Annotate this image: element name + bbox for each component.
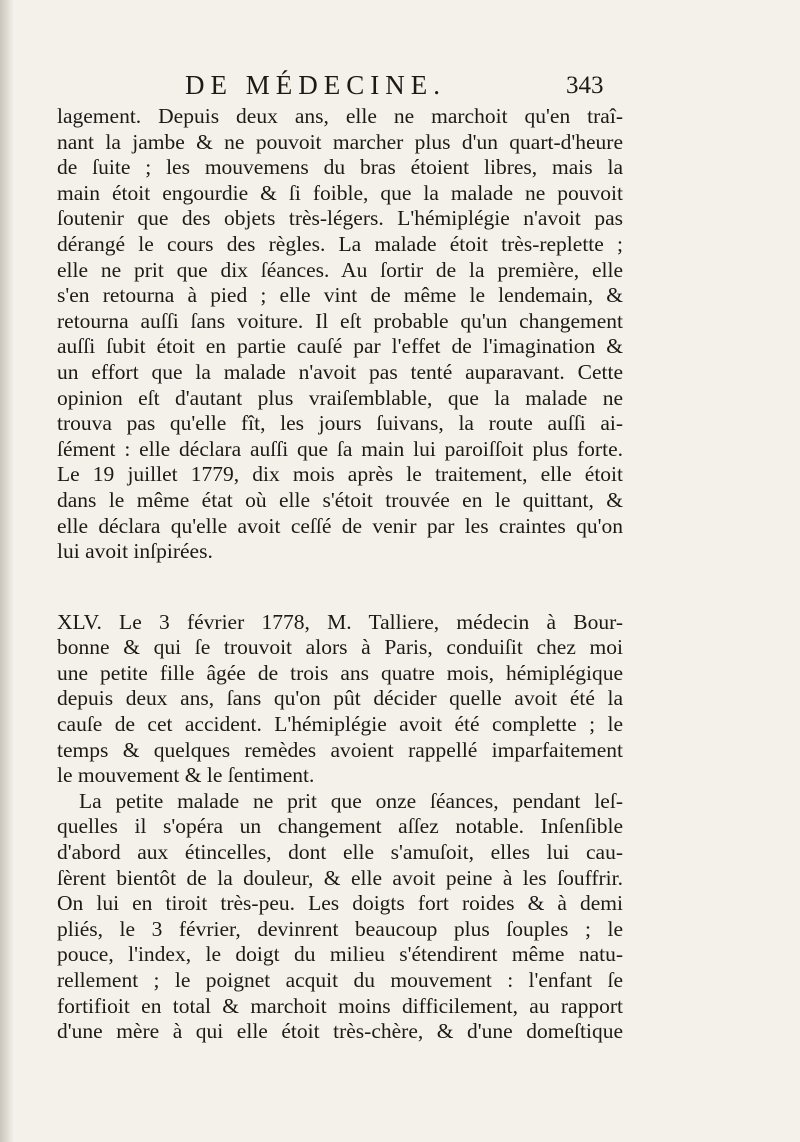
- text-line: ſément : elle déclara auſſi que ſa main lui paroiſſoit plus forte.: [57, 436, 623, 461]
- text-line: ſèrent bientôt de la douleur, & elle avoit peine à les ſouffrir.: [57, 865, 623, 890]
- text-line: opinion eſt d'autant plus vraiſemblable, que la malade ne: [57, 385, 623, 410]
- text-line: lui avoit inſpirées.: [57, 539, 213, 564]
- page-edge-shadow: [0, 0, 14, 1142]
- text-line: un effort que la malade n'avoit pas tenté auparavant. Cette: [57, 359, 623, 384]
- text-line: bonne & qui ſe trouvoit alors à Paris, conduiſit chez moi: [57, 635, 623, 660]
- text-line: dans le même état où elle s'étoit trouvée en le quittant, &: [57, 487, 623, 512]
- text-line: XLV. Le 3 février 1778, M. Talliere, médecin à Bour-: [57, 609, 623, 634]
- text-line: d'abord aux étincelles, dont elle s'amuſoit, elles lui cau-: [57, 840, 623, 865]
- text-line: lagement. Depuis deux ans, elle ne marchoit qu'en traî-: [57, 104, 623, 128]
- text-line: dérangé le cours des règles. La malade étoit très-replette ;: [57, 231, 623, 256]
- text-line: pliés, le 3 février, devinrent beaucoup plus ſouples ; le: [57, 916, 623, 941]
- text-line: s'en retourna à pied ; elle vint de même le lendemain, &: [57, 283, 623, 308]
- text-line: de ſuite ; les mouvemens du bras étoient libres, mais la: [57, 155, 623, 180]
- text-line: pouce, l'index, le doigt du milieu s'étendirent même natu-: [57, 942, 623, 967]
- section-gap: [57, 565, 623, 610]
- text-line: fortifioit en total & marchoit moins difficilement, au rapport: [57, 993, 623, 1018]
- text-line: ſoutenir que des objets très-légers. L'hémiplégie n'avoit pas: [57, 206, 623, 231]
- text-line: trouva pas qu'elle fît, les jours ſuivans, la route auſſi ai-: [57, 411, 623, 436]
- text-line: quelles il s'opéra un changement aſſez notable. Inſenſible: [57, 814, 623, 839]
- text-line: le mouvement & le ſentiment.: [57, 763, 315, 788]
- text-line: depuis deux ans, ſans qu'on pût décider quelle avoit été la: [57, 686, 623, 711]
- text-line: cauſe de cet accident. L'hémiplégie avoit été complette ; le: [57, 712, 623, 737]
- text-line: La petite malade ne prit que onze ſéances, pendant leſ-: [79, 788, 623, 813]
- text-line: elle ne prit que dix ſéances. Au ſortir de la première, elle: [57, 257, 623, 282]
- page-number: 343: [566, 72, 604, 99]
- text-line: nant la jambe & ne pouvoit marcher plus d'un quart-d'heure: [57, 129, 623, 154]
- text-line: elle déclara qu'elle avoit ceſſé de venir par les craintes qu'on: [57, 513, 623, 538]
- text-line: rellement ; le poignet acquit du mouvement : l'enfant ſe: [57, 968, 623, 992]
- body-text: [57, 104, 623, 1045]
- text-line: main étoit engourdie & ſi foible, que la malade ne pouvoit: [57, 180, 623, 205]
- text-line: Le 19 juillet 1779, dix mois après le traitement, elle étoit: [57, 462, 623, 487]
- running-head: [0, 70, 800, 104]
- paragraph-case-xlv: [57, 610, 623, 789]
- text-line: temps & quelques remèdes avoient rappellé imparfaitement: [57, 737, 623, 762]
- text-line: retourna auſſi ſans voiture. Il eſt probable qu'un changement: [57, 308, 623, 333]
- text-line: une petite fille âgée de trois ans quatre mois, hémiplégique: [57, 660, 623, 685]
- paragraph-treatment: [57, 789, 623, 1045]
- text-line: On lui en tiroit très-peu. Les doigts fort roides & à demi: [57, 891, 623, 916]
- text-line: d'une mère à qui elle étoit très-chère, & d'une domeſtique: [57, 1019, 623, 1044]
- paragraph-continued: [57, 104, 623, 565]
- text-line: auſſi ſubit étoit en partie cauſé par l'effet de l'imagination &: [57, 334, 623, 359]
- running-title: DE MÉDECINE.: [185, 70, 446, 100]
